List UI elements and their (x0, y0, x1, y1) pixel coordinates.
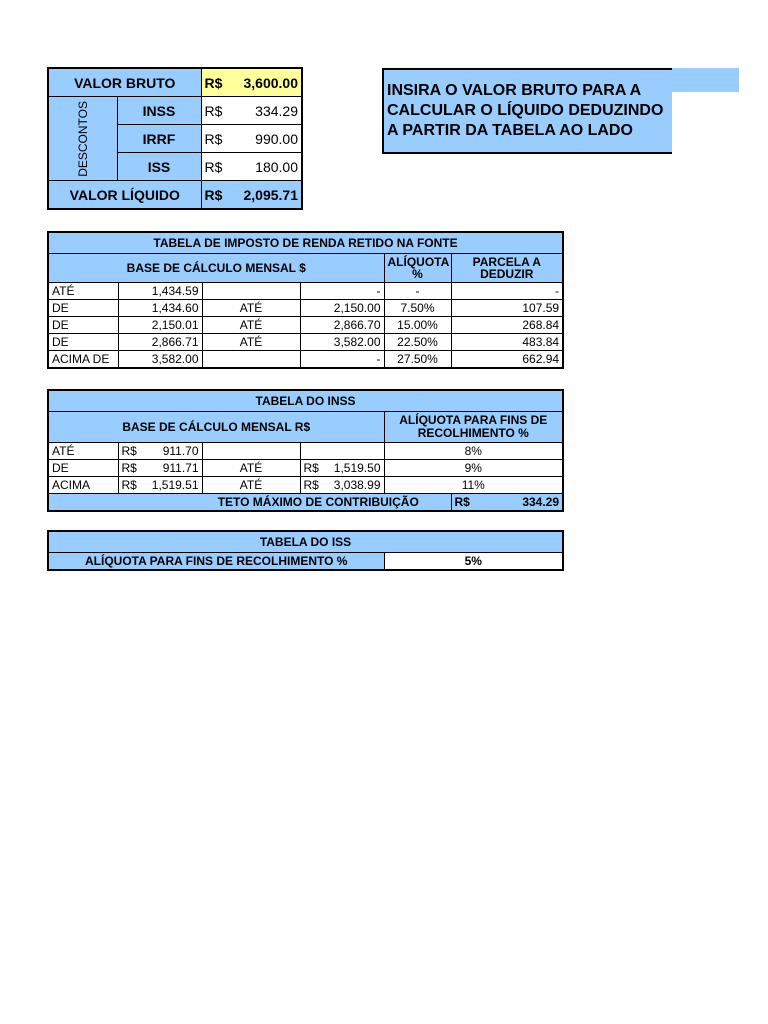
irrf-col-base: BASE DE CÁLCULO MENSAL $ (48, 254, 384, 283)
irrf-cell-mid: ATÉ (202, 300, 300, 317)
iss-rate-label: ALÍQUOTA PARA FINS DE RECOLHIMENTO % (48, 553, 384, 571)
inss-cell-prefix: DE (48, 460, 118, 477)
irrf-table (47, 231, 564, 369)
table-row (48, 443, 563, 460)
irrf-cell-mid: ATÉ (202, 317, 300, 334)
inss-cell-rate: 8% (384, 443, 563, 460)
inss-cell-from: R$ 1,519.51 (118, 477, 202, 494)
instruction-line-3: A PARTIR DA TABELA AO LADO (387, 122, 633, 139)
inss-col-base: BASE DE CÁLCULO MENSAL R$ (48, 412, 384, 443)
irrf-cell-prefix: DE (48, 317, 118, 334)
irrf-cell-mid: ATÉ (202, 334, 300, 351)
irrf-cell-to: 2,866.70 (300, 317, 384, 334)
irrf-cell-to: 2,150.00 (300, 300, 384, 317)
irrf-cell-prefix: DE (48, 300, 118, 317)
inss-value: R$ 334.29 (201, 97, 302, 125)
irrf-cell-rate: 15.00% (384, 317, 451, 334)
irrf-cell-prefix: DE (48, 334, 118, 351)
instruction-box (382, 68, 672, 154)
inss-col-rate: ALÍQUOTA PARA FINS DE RECOLHIMENTO % (384, 412, 563, 443)
inss-label: INSS (117, 97, 201, 125)
irrf-cell-to: 3,582.00 (300, 334, 384, 351)
inss-cell-mid (202, 443, 300, 460)
irrf-cell-deduct: 662.94 (451, 351, 563, 369)
irrf-value: R$ 990.00 (201, 125, 302, 153)
iss-title: TABELA DO ISS (48, 531, 563, 553)
iss-value: R$ 180.00 (201, 153, 302, 181)
irrf-cell-from: 2,866.71 (118, 334, 202, 351)
inss-cell-to (300, 443, 384, 460)
inss-ceiling-value: R$ 334.29 (451, 494, 563, 512)
inss-ceiling-label: TETO MÁXIMO DE CONTRIBUIÇÃO (48, 494, 451, 512)
table-row (48, 460, 563, 477)
irrf-label: IRRF (117, 125, 201, 153)
table-row (48, 317, 563, 334)
irrf-cell-rate: - (384, 283, 451, 300)
irrf-cell-from: 1,434.59 (118, 283, 202, 300)
irrf-cell-mid (202, 351, 300, 369)
inss-cell-prefix: ACIMA (48, 477, 118, 494)
gross-label: VALOR BRUTO (48, 68, 201, 97)
instruction-line-2: CALCULAR O LÍQUIDO DEDUZINDO (387, 102, 664, 119)
irrf-cell-rate: 7.50% (384, 300, 451, 317)
irrf-col-rate: ALÍQUOTA % (384, 254, 451, 283)
irrf-title: TABELA DE IMPOSTO DE RENDA RETIDO NA FONTE (48, 232, 563, 254)
irrf-cell-to: - (300, 283, 384, 300)
net-label: VALOR LÍQUIDO (48, 181, 201, 210)
instruction-box-overflow (672, 68, 739, 92)
inss-cell-mid: ATÉ (202, 460, 300, 477)
inss-cell-to: R$ 3,038.99 (300, 477, 384, 494)
irrf-cell-from: 1,434.60 (118, 300, 202, 317)
iss-table (47, 530, 564, 571)
irrf-cell-to: - (300, 351, 384, 369)
inss-cell-from: R$ 911.71 (118, 460, 202, 477)
irrf-cell-prefix: ATÉ (48, 283, 118, 300)
table-row (48, 351, 563, 369)
deductions-label: DESCONTOS (48, 97, 117, 181)
inss-cell-rate: 11% (384, 477, 563, 494)
irrf-cell-from: 2,150.01 (118, 317, 202, 334)
table-row (48, 300, 563, 317)
table-row (48, 283, 563, 300)
inss-table (47, 389, 564, 512)
instruction-line-1: INSIRA O VALOR BRUTO PARA A (387, 82, 642, 99)
table-row (48, 477, 563, 494)
inss-title: TABELA DO INSS (48, 390, 563, 412)
table-row (48, 334, 563, 351)
iss-rate-value: 5% (384, 553, 563, 571)
inss-cell-prefix: ATÉ (48, 443, 118, 460)
inss-cell-from: R$ 911.70 (118, 443, 202, 460)
irrf-cell-mid (202, 283, 300, 300)
irrf-cell-deduct: - (451, 283, 563, 300)
net-value: R$ 2,095.71 (201, 181, 302, 210)
gross-value-input[interactable]: R$ 3,600.00 (201, 68, 302, 97)
irrf-cell-rate: 27.50% (384, 351, 451, 369)
irrf-col-deduct: PARCELA A DEDUZIR (451, 254, 563, 283)
salary-summary-table (47, 67, 303, 210)
irrf-cell-from: 3,582.00 (118, 351, 202, 369)
iss-label: ISS (117, 153, 201, 181)
irrf-cell-rate: 22.50% (384, 334, 451, 351)
irrf-cell-deduct: 483.84 (451, 334, 563, 351)
irrf-cell-deduct: 268.84 (451, 317, 563, 334)
inss-cell-rate: 9% (384, 460, 563, 477)
inss-cell-mid: ATÉ (202, 477, 300, 494)
irrf-cell-prefix: ACIMA DE (48, 351, 118, 369)
inss-cell-to: R$ 1,519.50 (300, 460, 384, 477)
irrf-cell-deduct: 107.59 (451, 300, 563, 317)
